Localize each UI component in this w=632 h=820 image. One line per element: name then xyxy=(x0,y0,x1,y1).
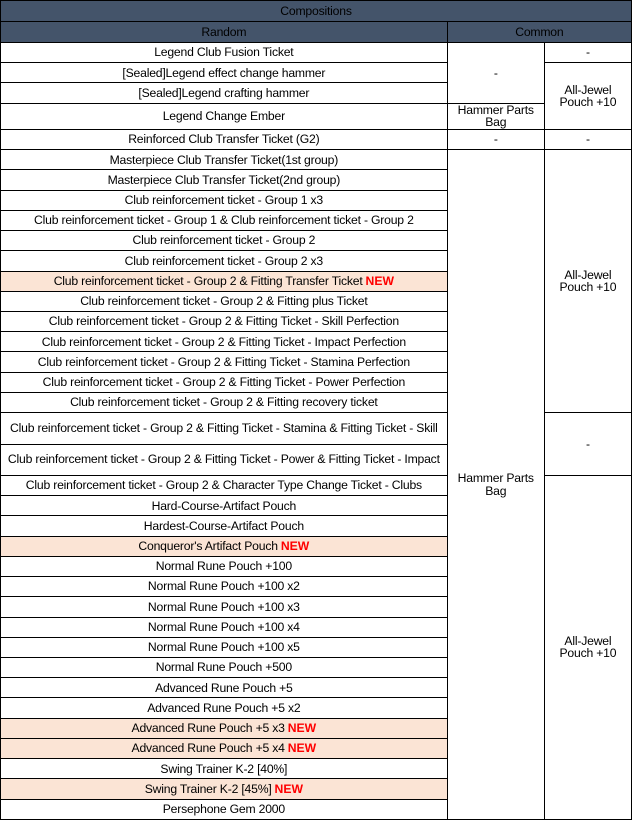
table-body xyxy=(1,43,632,820)
random-item-cell xyxy=(1,413,448,444)
random-item-label: Legend Change Ember xyxy=(162,109,285,124)
random-item-cell xyxy=(1,738,448,758)
table-row xyxy=(1,129,632,149)
random-item-cell xyxy=(1,718,448,738)
random-item-label: [Sealed]Legend effect change hammer xyxy=(122,65,326,80)
random-item-label: Masterpiece Club Transfer Ticket(2nd group) xyxy=(107,172,341,187)
random-item-cell xyxy=(1,311,448,331)
random-item-label: Conqueror's Artifact Pouch xyxy=(138,538,278,553)
random-item-label: Club reinforcement ticket - Group 2 & Fitting Ticket - Power Perfection xyxy=(42,375,406,390)
random-item-cell xyxy=(1,43,448,63)
random-item-cell xyxy=(1,597,448,617)
random-item-label: Normal Rune Pouch +100 x2 xyxy=(147,579,300,594)
column-header-random: Random xyxy=(1,22,448,43)
common-primary-empty: - xyxy=(447,129,544,149)
random-item-label: Advanced Rune Pouch +5 xyxy=(155,680,293,695)
random-item-cell xyxy=(1,637,448,657)
random-item-label: Legend Club Fusion Ticket xyxy=(154,45,294,60)
random-item-cell xyxy=(1,83,448,103)
random-item-cell xyxy=(1,129,448,149)
random-item-label: Club reinforcement ticket - Group 2 & Fitting Ticket - Power & Fitting Ticket - Impact xyxy=(7,452,440,467)
common-secondary-empty: - xyxy=(544,413,631,476)
random-item-label: Swing Trainer K-2 [45%] xyxy=(144,781,272,796)
random-item-cell xyxy=(1,444,448,475)
random-item-label: Normal Rune Pouch +100 x4 xyxy=(147,619,300,634)
random-item-cell xyxy=(1,698,448,718)
random-item-label: Normal Rune Pouch +100 x5 xyxy=(147,640,300,655)
common-secondary-empty: - xyxy=(544,129,631,149)
random-item-cell xyxy=(1,799,448,819)
table-row xyxy=(1,150,632,170)
random-item-cell xyxy=(1,271,448,291)
column-header-common: Common xyxy=(447,22,631,43)
random-item-cell xyxy=(1,577,448,597)
random-item-cell xyxy=(1,392,448,412)
new-badge: NEW xyxy=(287,721,317,736)
random-item-cell xyxy=(1,617,448,637)
random-item-cell xyxy=(1,251,448,271)
random-item-cell xyxy=(1,332,448,352)
random-item-label: Club reinforcement ticket - Group 2 & Fitting Ticket - Stamina Perfection xyxy=(37,354,410,369)
random-item-cell xyxy=(1,231,448,251)
new-badge: NEW xyxy=(274,781,303,796)
new-badge: NEW xyxy=(287,741,317,756)
random-item-label: Hard-Course-Artifact Pouch xyxy=(151,498,297,513)
random-item-label: Club reinforcement ticket - Group 1 & Club reinforcement ticket - Group 2 xyxy=(34,213,414,228)
random-item-cell xyxy=(1,150,448,170)
random-item-label: Club reinforcement ticket - Group 2 x3 xyxy=(124,253,323,268)
common-primary-empty: - xyxy=(447,43,544,104)
random-item-label: Persephone Gem 2000 xyxy=(162,802,285,817)
table-column-header-row xyxy=(1,22,632,43)
table-row xyxy=(1,43,632,63)
random-item-cell xyxy=(1,475,448,495)
random-item-label: Advanced Rune Pouch +5 x3 xyxy=(131,721,285,736)
random-item-label: Club reinforcement ticket - Group 2 & Fitting Ticket - Stamina & Fitting Ticket - Skill xyxy=(10,421,438,436)
random-item-cell xyxy=(1,516,448,536)
random-item-cell xyxy=(1,291,448,311)
random-item-label: Club reinforcement ticket - Group 2 & Fitting Transfer Ticket xyxy=(53,273,363,288)
new-badge: NEW xyxy=(365,273,394,288)
random-item-cell xyxy=(1,779,448,799)
random-item-label: Advanced Rune Pouch +5 x4 xyxy=(131,741,285,756)
random-item-label: Club reinforcement ticket - Group 1 x3 xyxy=(124,192,323,207)
common-secondary-reward: All-Jewel Pouch +10 xyxy=(544,63,631,130)
random-item-cell xyxy=(1,657,448,677)
random-item-cell xyxy=(1,103,448,129)
random-item-label: Club reinforcement ticket - Group 2 & Fitting plus Ticket xyxy=(80,294,368,309)
random-item-label: Club reinforcement ticket - Group 2 & Fitting recovery ticket xyxy=(70,395,378,410)
random-item-label: Advanced Rune Pouch +5 x2 xyxy=(147,700,301,715)
random-item-label: Club reinforcement ticket - Group 2 xyxy=(132,233,316,248)
common-primary-reward: Hammer Parts Bag xyxy=(447,150,544,820)
table-title-row xyxy=(1,1,632,22)
random-item-label: Reinforced Club Transfer Ticket (G2) xyxy=(128,132,320,147)
random-item-cell xyxy=(1,556,448,576)
random-item-label: Normal Rune Pouch +100 xyxy=(155,559,292,574)
random-item-label: Club reinforcement ticket - Group 2 & Fitting Ticket - Impact Perfection xyxy=(41,334,406,349)
random-item-cell xyxy=(1,759,448,779)
table-title: Compositions xyxy=(1,1,632,22)
random-item-label: [Sealed]Legend crafting hammer xyxy=(138,85,310,100)
random-item-cell xyxy=(1,536,448,556)
random-item-label: Swing Trainer K-2 [40%] xyxy=(160,761,288,776)
new-badge: NEW xyxy=(280,538,310,553)
random-item-cell xyxy=(1,63,448,83)
common-secondary-reward: All-Jewel Pouch +10 xyxy=(544,150,631,413)
random-item-cell xyxy=(1,210,448,230)
random-item-cell xyxy=(1,496,448,516)
random-item-label: Masterpiece Club Transfer Ticket(1st group) xyxy=(109,152,339,167)
common-primary-reward: Hammer Parts Bag xyxy=(447,103,544,129)
random-item-cell xyxy=(1,190,448,210)
random-item-cell xyxy=(1,352,448,372)
random-item-label: Club reinforcement ticket - Group 2 & Character Type Change Ticket - Clubs xyxy=(25,478,422,493)
random-item-cell xyxy=(1,372,448,392)
random-item-cell xyxy=(1,678,448,698)
common-secondary-empty: - xyxy=(544,43,631,63)
random-item-label: Normal Rune Pouch +500 xyxy=(155,660,292,675)
table-row xyxy=(1,103,632,129)
common-secondary-reward: All-Jewel Pouch +10 xyxy=(544,475,631,819)
random-item-label: Normal Rune Pouch +100 x3 xyxy=(147,599,300,614)
random-item-label: Club reinforcement ticket - Group 2 & Fitting Ticket - Skill Perfection xyxy=(48,314,399,329)
random-item-label: Hardest-Course-Artifact Pouch xyxy=(143,518,304,533)
table-header xyxy=(1,1,632,43)
random-item-cell xyxy=(1,170,448,190)
